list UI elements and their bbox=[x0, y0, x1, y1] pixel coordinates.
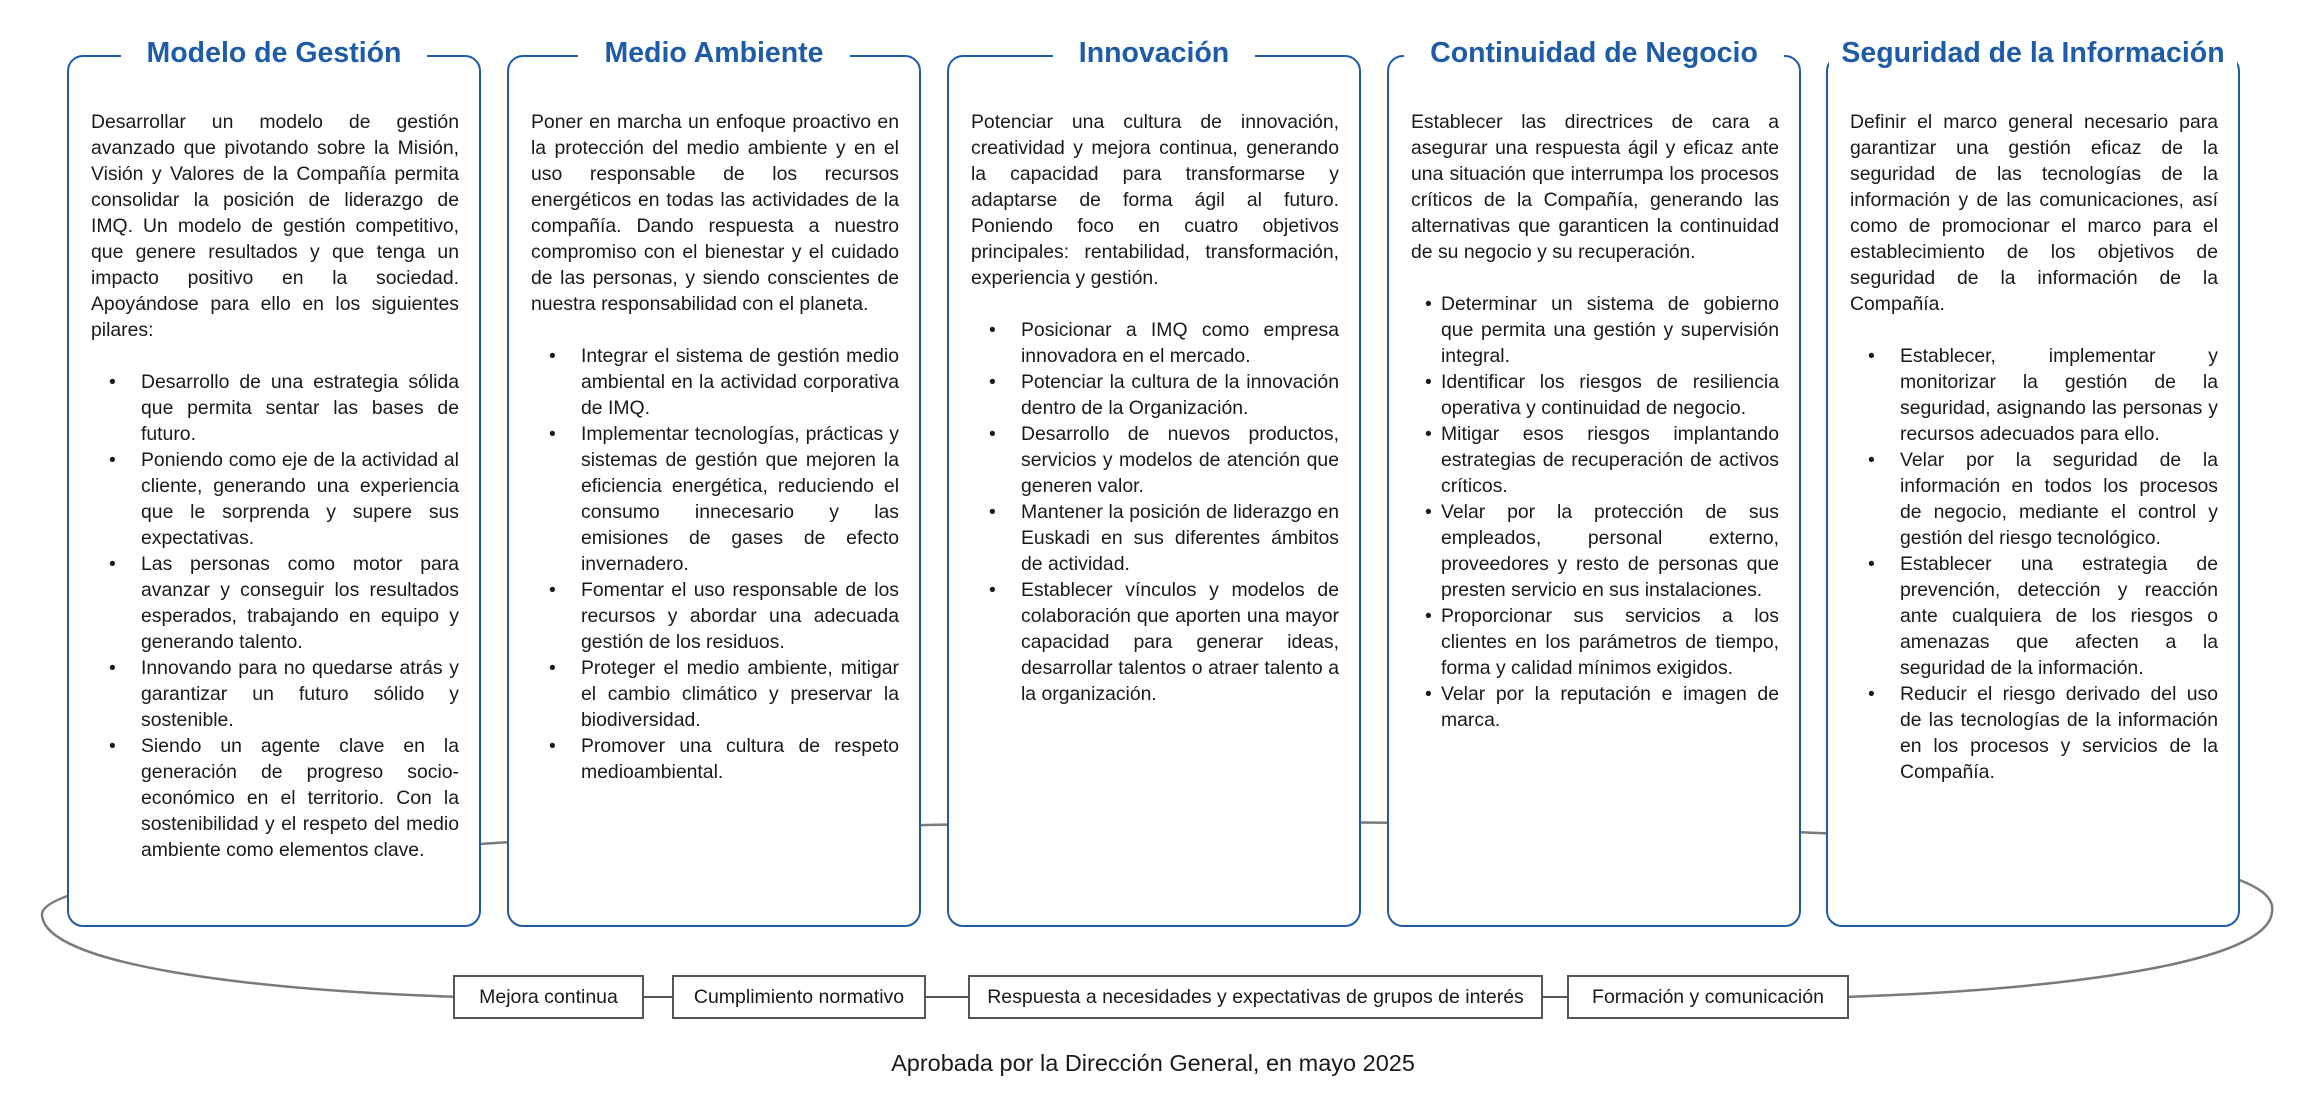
card-medio-ambiente bbox=[507, 37, 921, 927]
card-title: Seguridad de la Información bbox=[1829, 31, 2236, 75]
list-item: • Reducir el riesgo derivado del uso de las tecnologías de la información en los procesos y servicios de la Compañía. bbox=[1900, 681, 2218, 785]
card-title: Modelo de Gestión bbox=[121, 31, 428, 75]
list-item: • Posicionar a IMQ como empresa innovadora en el mercado. bbox=[1021, 317, 1339, 369]
card-bullet-list bbox=[531, 343, 899, 785]
pillar-mejora-continua: Mejora continua bbox=[453, 975, 644, 1019]
card-intro: Definir el marco general necesario para garantizar una gestión eficaz de la seguridad de las tecnologías de la información y de las comunicaciones, así como de promocionar el marco para el establecimiento de los objetivos de seguridad de la información de la Compañía. bbox=[1850, 111, 2218, 315]
list-item: • Velar por la protección de sus empleados, personal externo, proveedores y resto de personas que presten servicio en sus instalaciones. bbox=[1441, 499, 1779, 603]
approval-footer: Aprobada por la Dirección General, en mayo 2025 bbox=[891, 1050, 1415, 1076]
pillar-formacion-comunicacion: Formación y comunicación bbox=[1567, 975, 1849, 1019]
card-title: Medio Ambiente bbox=[578, 31, 849, 75]
list-item: • Establecer una estrategia de prevención, detección y reacción ante cualquiera de los riesgos o amenazas que afecten a la seguridad de la información. bbox=[1900, 551, 2218, 681]
card-intro: Potenciar una cultura de innovación, creatividad y mejora continua, generando la capacidad para transformarse y adaptarse de forma ágil al futuro. Poniendo foco en cuatro objetivos principales: rentabilidad, transformación, experiencia y gestión. bbox=[971, 111, 1339, 289]
list-item: • Desarrollo de una estrategia sólida que permita sentar las bases de futuro. bbox=[141, 369, 459, 447]
card-bullet-list bbox=[1850, 343, 2218, 785]
card-body bbox=[91, 109, 459, 863]
list-item: • Fomentar el uso responsable de los recursos y abordar una adecuada gestión de los residuos. bbox=[581, 577, 899, 655]
list-item: • Integrar el sistema de gestión medio ambiental en la actividad corporativa de IMQ. bbox=[581, 343, 899, 421]
card-title: Continuidad de Negocio bbox=[1404, 31, 1784, 75]
list-item: • Velar por la seguridad de la información en todos los procesos de negocio, mediante el control y gestión del riesgo tecnológico. bbox=[1900, 447, 2218, 551]
list-item: • Promover una cultura de respeto medioambiental. bbox=[581, 733, 899, 785]
card-title: Innovación bbox=[1053, 31, 1255, 75]
pillar-respuesta-grupos-interes: Respuesta a necesidades y expectativas de grupos de interés bbox=[968, 975, 1543, 1019]
card-body bbox=[1411, 109, 1779, 733]
card-bullet-list bbox=[91, 369, 459, 863]
list-item: • Potenciar la cultura de la innovación dentro de la Organización. bbox=[1021, 369, 1339, 421]
list-item: • Innovando para no quedarse atrás y garantizar un futuro sólido y sostenible. bbox=[141, 655, 459, 733]
card-bullet-list bbox=[1411, 291, 1779, 733]
card-body bbox=[531, 109, 899, 785]
list-item: • Establecer, implementar y monitorizar la gestión de la seguridad, asignando las personas y recursos adecuados para ello. bbox=[1900, 343, 2218, 447]
card-innovacion bbox=[947, 37, 1361, 927]
list-item: • Mitigar esos riesgos implantando estrategias de recuperación de activos críticos. bbox=[1441, 421, 1779, 499]
list-item: • Velar por la reputación e imagen de marca. bbox=[1441, 681, 1779, 733]
card-intro: Establecer las directrices de cara a asegurar una respuesta ágil y eficaz ante una situación que interrumpa los procesos críticos de la Compañía, generando las alternativas que garanticen la continuidad de su negocio y su recuperación. bbox=[1411, 111, 1779, 263]
list-item: • Proporcionar sus servicios a los clientes en los parámetros de tiempo, forma y calidad mínimos exigidos. bbox=[1441, 603, 1779, 681]
card-seguridad-informacion bbox=[1826, 37, 2240, 927]
card-intro: Desarrollar un modelo de gestión avanzado que pivotando sobre la Misión, Visión y Valores de la Compañía permita consolidar la posición de liderazgo de IMQ. Un modelo de gestión competitivo, que genere resultados y que tenga un impacto positivo en la sociedad. Apoyándose para ello en los siguientes pilares: bbox=[91, 111, 459, 341]
list-item: • Siendo un agente clave en la generación de progreso socio-económico en el territorio. Con la sostenibilidad y el respeto del medio ambiente como elementos clave. bbox=[141, 733, 459, 863]
list-item: • Identificar los riesgos de resiliencia operativa y continuidad de negocio. bbox=[1441, 369, 1779, 421]
list-item: • Las personas como motor para avanzar y conseguir los resultados esperados, trabajando en equipo y generando talento. bbox=[141, 551, 459, 655]
list-item: • Desarrollo de nuevos productos, servicios y modelos de atención que generen valor. bbox=[1021, 421, 1339, 499]
list-item: • Poniendo como eje de la actividad al cliente, generando una experiencia que le sorprenda y supere sus expectativas. bbox=[141, 447, 459, 551]
card-intro: Poner en marcha un enfoque proactivo en la protección del medio ambiente y en el uso responsable de los recursos energéticos en todas las actividades de la compañía. Dando respuesta a nuestro compromiso con el bienestar y el cuidado de las personas, y siendo conscientes de nuestra responsabilidad con el planeta. bbox=[531, 111, 899, 315]
list-item: • Mantener la posición de liderazgo en Euskadi en sus diferentes ámbitos de actividad. bbox=[1021, 499, 1339, 577]
card-bullet-list bbox=[971, 317, 1339, 707]
list-item: • Establecer vínculos y modelos de colaboración que aporten una mayor capacidad para generar ideas, desarrollar talentos o atraer talento a la organización. bbox=[1021, 577, 1339, 707]
card-body bbox=[1850, 109, 2218, 785]
card-modelo-gestion bbox=[67, 37, 481, 927]
list-item: • Determinar un sistema de gobierno que permita una gestión y supervisión integral. bbox=[1441, 291, 1779, 369]
list-item: • Implementar tecnologías, prácticas y sistemas de gestión que mejoren la eficiencia energética, reduciendo el consumo innecesario y las emisiones de gases de efecto invernadero. bbox=[581, 421, 899, 577]
list-item: • Proteger el medio ambiente, mitigar el cambio climático y preservar la biodiversidad. bbox=[581, 655, 899, 733]
pillar-cumplimiento-normativo: Cumplimiento normativo bbox=[672, 975, 926, 1019]
card-body bbox=[971, 109, 1339, 707]
card-continuidad-negocio bbox=[1387, 37, 1801, 927]
